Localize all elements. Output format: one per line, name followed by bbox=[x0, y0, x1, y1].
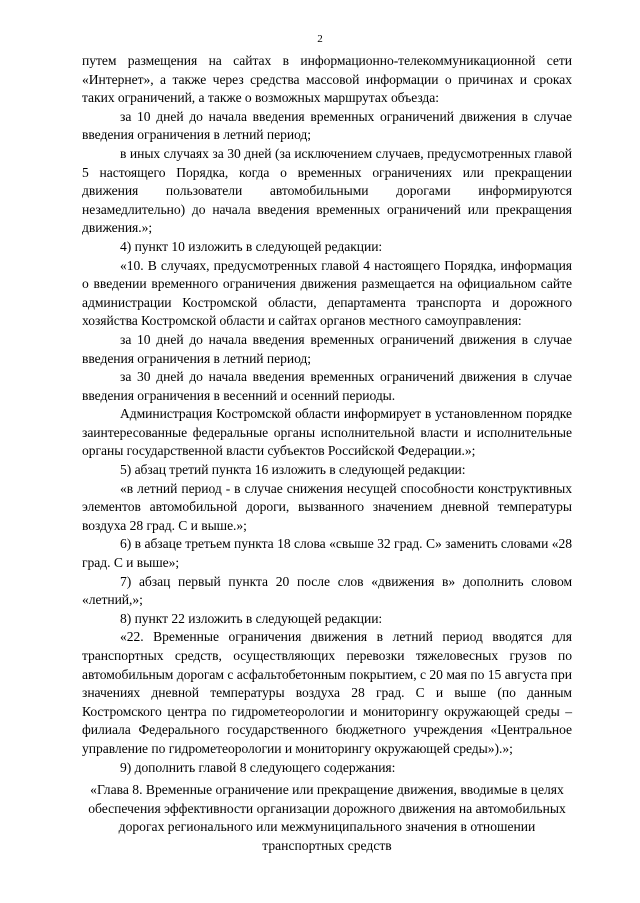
paragraph-5: «10. В случаях, предусмотренных главой 4 настоящего Порядка, информация о введении временного ограничения движения размещается на официальном сайте администрации Костромской области, департамента транспорта и дорожного хозяйства Костромской области и сайтах органов местного самоуправления: bbox=[82, 257, 572, 329]
paragraph-12: 7) абзац первый пункта 20 после слов «движения в» дополнить словом «летний,»; bbox=[82, 573, 572, 608]
paragraph-1: путем размещения на сайтах в информационно-телекоммуникационной сети «Интернет», а также через средства массовой информации о причинах и сроках таких ограничений, а также о возможных маршрутах объезда: bbox=[82, 53, 572, 106]
paragraph-2: за 10 дней до начала введения временных ограничений движения в случае введения ограничения в летний период; bbox=[82, 108, 572, 143]
paragraph-13: 8) пункт 22 изложить в следующей редакции: bbox=[120, 610, 383, 626]
paragraph-6: за 10 дней до начала введения временных ограничений движения в случае введения ограничения в летний период; bbox=[82, 331, 572, 366]
paragraph-3: в иных случаях за 30 дней (за исключением случаев, предусмотренных главой 5 настоящего Порядка, когда о временных ограничениях или прекращении движения пользователи автомобильными дорогами информируются незамедлительно) до начала введения временных ограничений или прекращения движения.»; bbox=[82, 145, 572, 236]
paragraph-4: 4) пункт 10 изложить в следующей редакции: bbox=[120, 238, 383, 254]
paragraph-14: «22. Временные ограничения движения в летний период вводятся для транспортных средств, осуществляющих перевозки тяжеловесных грузов по автомобильным дорогам с асфальтобетонным покрытием, с 20 мая по 15 августа при значениях дневной температуры воздуха 28 град. С и выше (по данным Костромского центра по гидрометеорологии и мониторингу окружающей среды – филиала Федерального государственного бюджетного учреждения «Центральное управление по гидрометеорологии и мониторингу окружающей среды»).»; bbox=[82, 629, 572, 756]
paragraph-11: 6) в абзаце третьем пункта 18 слова «свыше 32 град. С» заменить словами «28 град. С и выше»; bbox=[82, 536, 572, 571]
document-body bbox=[82, 52, 572, 856]
paragraph-15: 9) дополнить главой 8 следующего содержания: bbox=[120, 759, 396, 775]
chapter-heading: «Глава 8. Временные ограничение или прекращение движения, вводимые в целях обеспечения эффективности организации дорожного движения на автомобильных дорогах регионального или межмуниципального значения в отношении транспортных средств bbox=[88, 782, 566, 853]
paragraph-9: 5) абзац третий пункта 16 изложить в следующей редакции: bbox=[120, 462, 466, 478]
paragraph-7: за 30 дней до начала введения временных ограничений движения в случае введения ограничения в весенний и осенний периоды. bbox=[82, 369, 572, 403]
page-number: 2 bbox=[317, 33, 323, 45]
paragraph-8: Администрация Костромской области информирует в установленном порядке заинтересованные федеральные органы исполнительной власти и исполнительные органы государственной власти субъектов Российской Федерации.»; bbox=[82, 406, 572, 459]
paragraph-10: «в летний период - в случае снижения несущей способности конструктивных элементов автомобильной дороги, вызванного значением дневной температуры воздуха 28 град. С и выше.»; bbox=[82, 480, 572, 533]
